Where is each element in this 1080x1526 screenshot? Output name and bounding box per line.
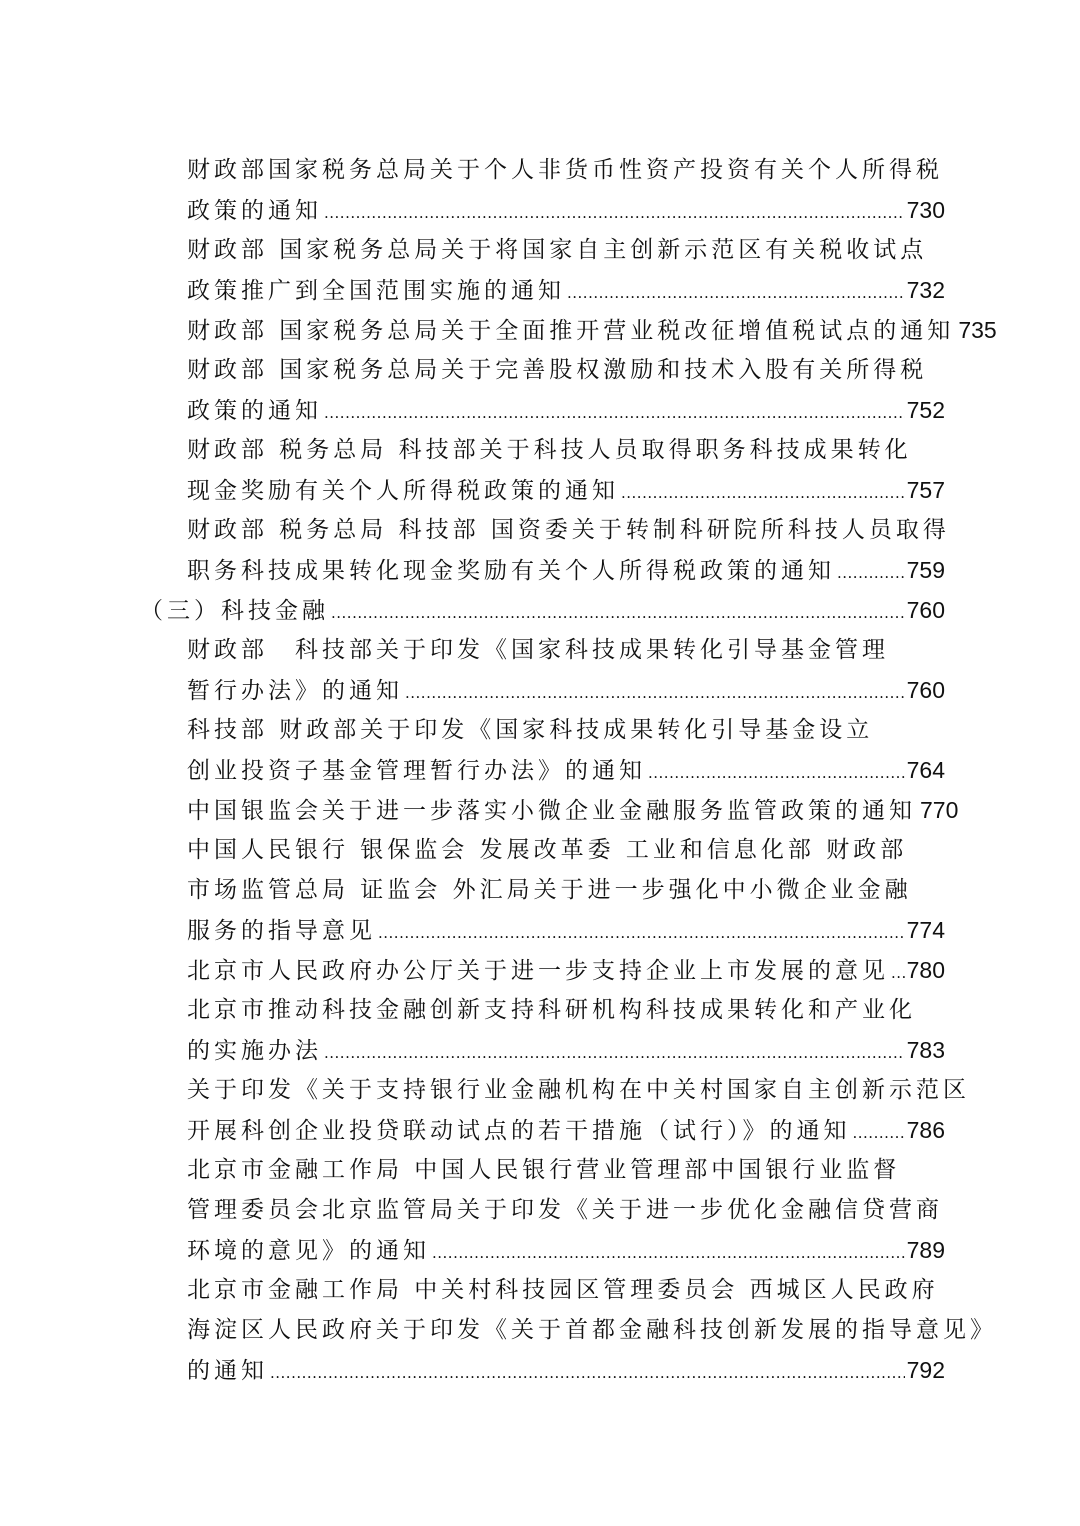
toc-entry-title-line: 财政部 税务总局 科技部 国资委关于转制科研院所科技人员取得: [187, 517, 950, 543]
toc-entry-title: （三）科技金融: [140, 598, 329, 624]
toc-entry-title-line: 关于印发《关于支持银行业金融机构在中关村国家自主创新示范区: [187, 1077, 970, 1103]
toc-entry-title: 暂行办法》的通知: [187, 678, 403, 704]
dot-leader: [405, 673, 905, 713]
toc-entry-title: 政策的通知: [187, 198, 322, 224]
toc-entry[interactable]: [0, 150, 1080, 230]
dot-leader: [324, 393, 905, 433]
toc-entry-title: 创业投资子基金管理暂行办法》的通知: [187, 758, 646, 784]
toc-entry-title: 服务的指导意见: [187, 918, 376, 944]
toc-entry-title: 北京市人民政府办公厅关于进一步支持企业上市发展的意见: [187, 958, 889, 984]
page-number: 760: [906, 677, 945, 703]
toc-entry[interactable]: [0, 510, 1080, 590]
toc-entry[interactable]: [0, 790, 1080, 830]
toc-entry[interactable]: [0, 230, 1080, 310]
toc-entry-title-line: 科技部 财政部关于印发《国家科技成果转化引导基金设立: [187, 717, 874, 743]
toc-entry-title: 开展科创企业投贷联动试点的若干措施（试行）》的通知: [187, 1118, 851, 1144]
toc-entry[interactable]: [0, 950, 1080, 990]
toc-entry-title-line: 北京市金融工作局 中关村科技园区管理委员会 西城区人民政府: [187, 1277, 939, 1303]
page-number: 764: [906, 757, 945, 783]
toc-entry-title-line: 财政部 国家税务总局关于完善股权激励和技术入股有关所得税: [187, 357, 928, 383]
page-number: 770: [920, 797, 959, 823]
dot-leader: [432, 1233, 905, 1273]
toc-entry-title: 的通知: [187, 1358, 268, 1384]
toc-entry-title: 财政部 国家税务总局关于全面推开营业税改征增值税试点的通知: [187, 318, 955, 344]
toc-entry[interactable]: [0, 430, 1080, 510]
page-number: 783: [906, 1037, 945, 1063]
dot-leader: [324, 193, 905, 233]
dot-leader: [891, 953, 905, 993]
toc-entry-title: 的实施办法: [187, 1038, 322, 1064]
toc-entry[interactable]: [0, 1270, 1080, 1390]
toc-entry[interactable]: [0, 990, 1080, 1070]
toc-entry-title-line: 财政部 科技部关于印发《国家科技成果转化引导基金管理: [187, 637, 889, 663]
toc-section[interactable]: [0, 590, 1080, 630]
page-number: 759: [906, 557, 945, 583]
toc-entry-title-line: 市场监管总局 证监会 外汇局关于进一步强化中小微企业金融: [187, 877, 912, 903]
dot-leader: [648, 753, 905, 793]
toc-entry-title: 环境的意见》的通知: [187, 1238, 430, 1264]
toc-entry-title-line: 管理委员会北京监管局关于印发《关于进一步优化金融信贷营商: [187, 1197, 943, 1223]
toc-entry-title-line: 中国人民银行 银保监会 发展改革委 工业和信息化部 财政部: [187, 837, 908, 863]
dot-leader: [837, 553, 905, 593]
toc-entry[interactable]: [0, 1150, 1080, 1270]
toc-entry-title-line: 财政部 国家税务总局关于将国家自主创新示范区有关税收试点: [187, 237, 928, 263]
toc-entry-title-line: 财政部 税务总局 科技部关于科技人员取得职务科技成果转化: [187, 437, 912, 463]
toc-entry[interactable]: [0, 350, 1080, 430]
dot-leader: [324, 1033, 905, 1073]
dot-leader: [331, 593, 905, 633]
toc-entry-title: 现金奖励有关个人所得税政策的通知: [187, 478, 619, 504]
table-of-contents: [0, 150, 1080, 1390]
toc-entry-title-line: 财政部国家税务总局关于个人非货币性资产投资有关个人所得税: [187, 157, 943, 183]
page-number: 780: [906, 957, 945, 983]
toc-entry-title: 中国银监会关于进一步落实小微企业金融服务监管政策的通知: [187, 798, 916, 824]
page-number: 789: [906, 1237, 945, 1263]
dot-leader: [621, 473, 905, 513]
toc-entry-title: 政策推广到全国范围实施的通知: [187, 278, 565, 304]
toc-entry-title-line: 北京市金融工作局 中国人民银行营业管理部中国银行业监督: [187, 1157, 901, 1183]
toc-entry-title: 职务科技成果转化现金奖励有关个人所得税政策的通知: [187, 558, 835, 584]
page-number: 760: [906, 597, 945, 623]
page-number: 752: [906, 397, 945, 423]
dot-leader: [270, 1353, 905, 1393]
page-number: 730: [906, 197, 945, 223]
toc-entry[interactable]: [0, 710, 1080, 790]
dot-leader: [853, 1113, 905, 1153]
toc-entry-title-line: 海淀区人民政府关于印发《关于首都金融科技创新发展的指导意见》: [187, 1317, 997, 1343]
page-number: 757: [906, 477, 945, 503]
toc-entry-title: 政策的通知: [187, 398, 322, 424]
toc-entry[interactable]: [0, 310, 1080, 350]
page-number: 786: [906, 1117, 945, 1143]
page-number: 774: [906, 917, 945, 943]
page-number: 735: [958, 317, 997, 343]
dot-leader: [567, 273, 905, 313]
page-number: 792: [906, 1357, 945, 1383]
toc-entry[interactable]: [0, 630, 1080, 710]
page-number: 732: [906, 277, 945, 303]
dot-leader: [378, 913, 905, 953]
toc-entry[interactable]: [0, 1070, 1080, 1150]
toc-entry[interactable]: [0, 830, 1080, 950]
toc-entry-title-line: 北京市推动科技金融创新支持科研机构科技成果转化和产业化: [187, 997, 916, 1023]
